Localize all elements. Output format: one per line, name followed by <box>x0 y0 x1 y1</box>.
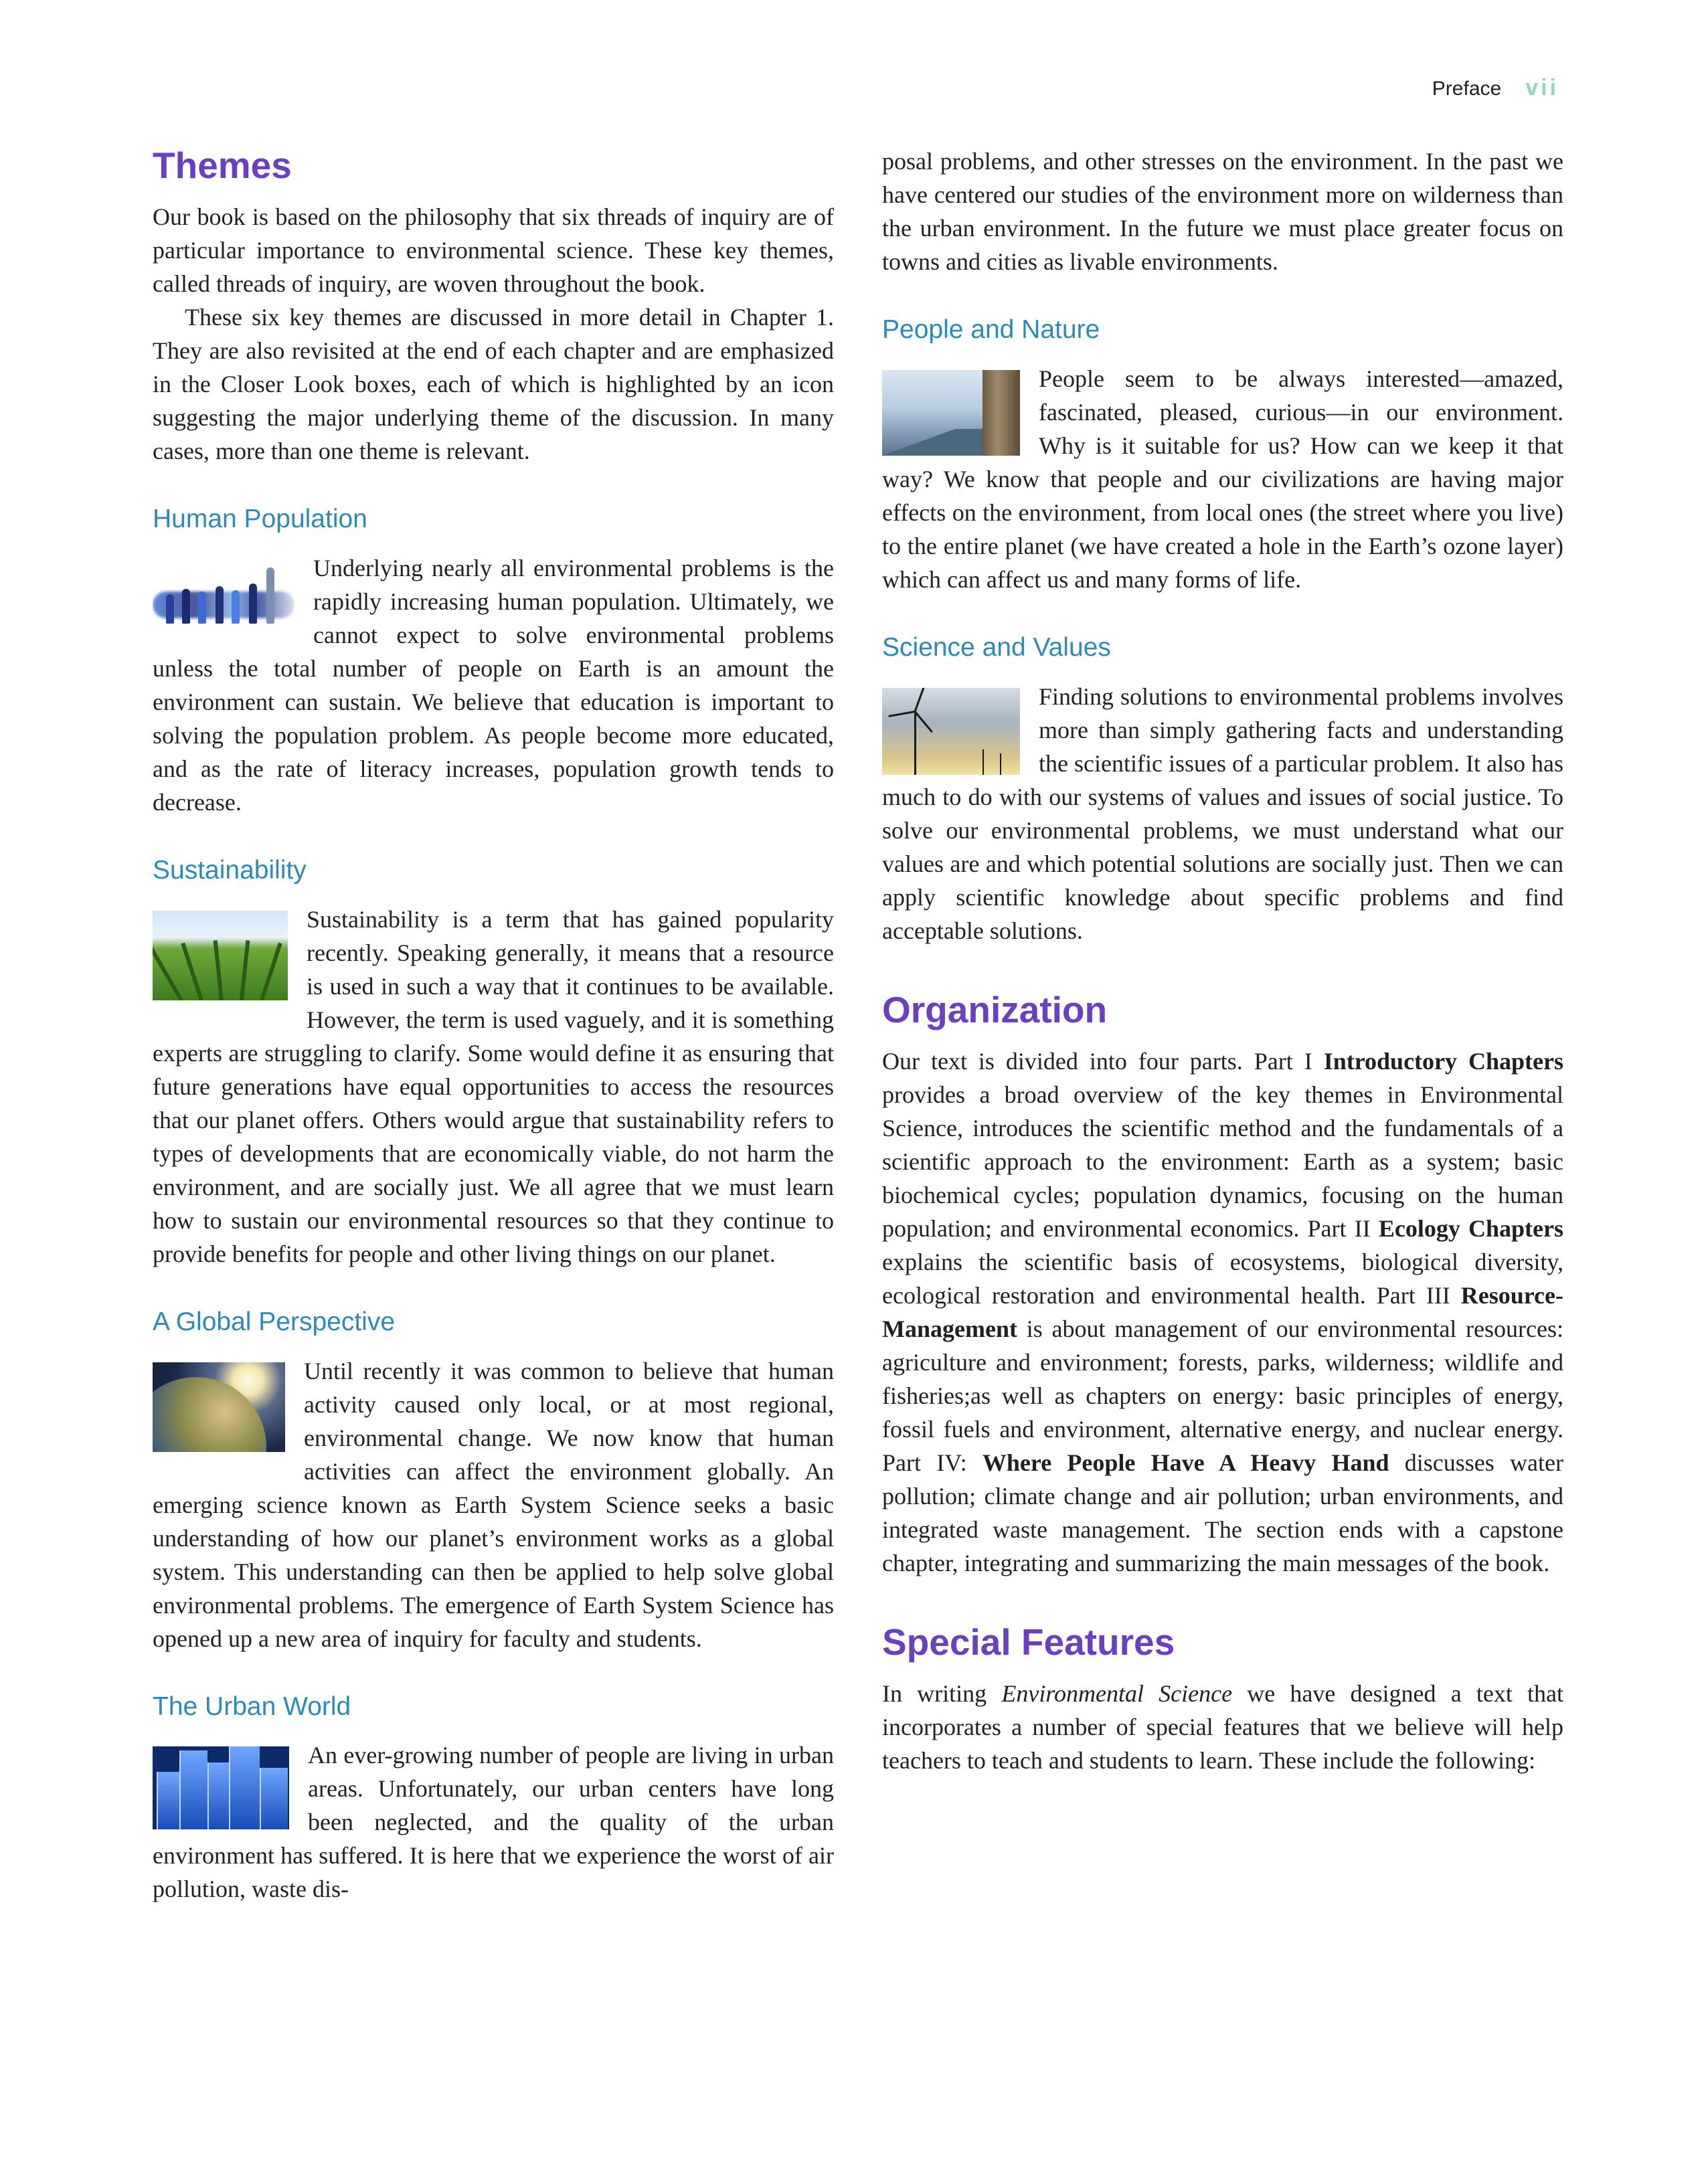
special-features-text: In writing Environmental Science we have designed a text that incorporates a number of special features that we believe will help teachers to teach and students to learn. These include the following: <box>882 1680 1563 1774</box>
farm-field-icon <box>153 911 288 1000</box>
human-population-heading: Human Population <box>153 505 367 534</box>
people-nature-text: People seem to be always interested—amazed, fascinated, pleased, curious—in our environment. Why is it suitable for us? How can we keep it that way? We know that people and our civilizations are having major effects on the environment, from local ones (the street where you live) to the entire planet (we have created a hole in the Earth’s ozone layer) which can affect us and many forms of life. <box>882 365 1563 593</box>
themes-paragraph-2: These six key themes are discussed in more detail in Chapter 1. They are also revisited at the end of each chapter and are emphasized in the Closer Look boxes, each of which is highlighted by an icon suggesting the major underlying theme of the discussion. In many cases, more than one theme is relevant. <box>153 304 834 465</box>
themes-paragraph-1: Our book is based on the philosophy that six threads of inquiry are of particular importance to environmental science. These key themes, called threads of inquiry, are woven throughout the book. <box>153 203 834 298</box>
organization-text: Our text is divided into four parts. Part I Introductory Chapters provides a broad overview of the key themes in Environmental Science, introduces the scientific method and the fundamentals of a scientific approach to the environment: Earth as a system; basic biochemical cycles; population dynamics, focusing on the human population; and environmental economics. Part II Ecology Chapters explains the scientific basis of ecosystems, biological diversity, ecological restoration and environmental health. Part III Resource- Management is about management of our environmental resources: agriculture and environment; forests, parks, wilderness; wildlife and fisheries;as well as chapters on energy: basic principles of energy, fossil fuels and environment, alternative energy, and nuclear energy. Part IV: Where People Have A Heavy Hand discusses water pollution; climate change and air pollution; urban environments, and integrated waste management. The section ends with a capstone chapter, integrating and summarizing the main messages of the book. <box>882 1047 1564 1576</box>
organization-heading: Organization <box>882 988 1108 1030</box>
part-2-label: Ecology Chapters <box>1378 1214 1564 1242</box>
global-perspective-text: Until recently it was common to believe that human activity caused only local, or at most regional, environmental change. We now know that human activities can affect the environment globally. An emerging science known as Earth System Science seeks a basic understanding of how our planet’s environment works as a global system. This understanding can then be applied to help solve global environmental problems. The emergence of Earth System Science has opened up a new area of inquiry for faculty and students. <box>153 1357 834 1652</box>
wind-turbine-icon <box>882 688 1020 775</box>
sustainability-heading: Sustainability <box>153 856 307 885</box>
part-4-label: Where People Have A Heavy Hand <box>982 1449 1389 1476</box>
themes-heading: Themes <box>153 145 292 186</box>
running-head <box>1432 75 1559 101</box>
crowd-icon <box>153 559 294 633</box>
globe-icon <box>153 1362 285 1452</box>
science-values-text: Finding solutions to environmental problems involves more than simply gathering facts and understanding the scientific issues of a particular problem. It also has much to do with our systems of values and issues of social justice. To solve our environmental problems, we must understand what our values are and which potential solutions are socially just. Then we can apply scientific knowledge about specific problems and find acceptable solutions. <box>882 682 1563 944</box>
cliff-climber-icon <box>882 370 1020 456</box>
part-1-label: Introductory Chapters <box>1323 1047 1563 1075</box>
urban-world-text-continued: posal problems, and other stresses on the environment. In the past we have centered our studies of the environment more on wilderness than the urban environment. In the future we must place greater focus on towns and cities as livable environments. <box>882 148 1563 275</box>
sustainability-text: Sustainability is a term that has gained popularity recently. Speaking generally, it means that a resource is used in such a way that it continues to be available. However, the term is used vaguely, and it is something experts are struggling to clarify. Some would define it as ensuring that future generations have equal opportunities to access the resources that our planet offers. Others would argue that sustainability refers to types of developments that are economically viable, do not harm the environment, and are socially just. We all agree that we must learn how to sustain our environmental resources so that they continue to provide benefits for people and other living things on our planet. <box>153 905 834 1267</box>
book-title: Environmental Science <box>1001 1680 1233 1708</box>
science-values-heading: Science and Values <box>882 632 1111 662</box>
part-3-label: Resource- Management <box>882 1281 1563 1342</box>
skyscraper-icon <box>153 1746 289 1829</box>
global-perspective-heading: A Global Perspective <box>153 1307 396 1336</box>
page-number: vii <box>1525 75 1559 100</box>
human-population-text: Underlying nearly all environmental problems is the rapidly increasing human population. Ultimately, we cannot expect to solve environmental problems unless the total number of people on Earth is an amount the environment can sustain. We believe that education is important to solving the population problem. As people become more educated, and as the rate of literacy increases, population growth tends to decrease. <box>153 555 834 816</box>
urban-world-text: An ever-growing number of people are living in urban areas. Unfortunately, our urban centers have long been neglected, and the quality of the urban environment has suffered. It is here that we experience the worst of air pollution, waste dis- <box>153 1742 834 1903</box>
left-column <box>153 145 834 1906</box>
special-features-heading: Special Features <box>882 1621 1175 1663</box>
urban-world-heading: The Urban World <box>153 1692 351 1721</box>
right-column <box>882 145 1563 1777</box>
running-head-label: Preface <box>1432 78 1502 100</box>
people-nature-heading: People and Nature <box>882 315 1100 344</box>
